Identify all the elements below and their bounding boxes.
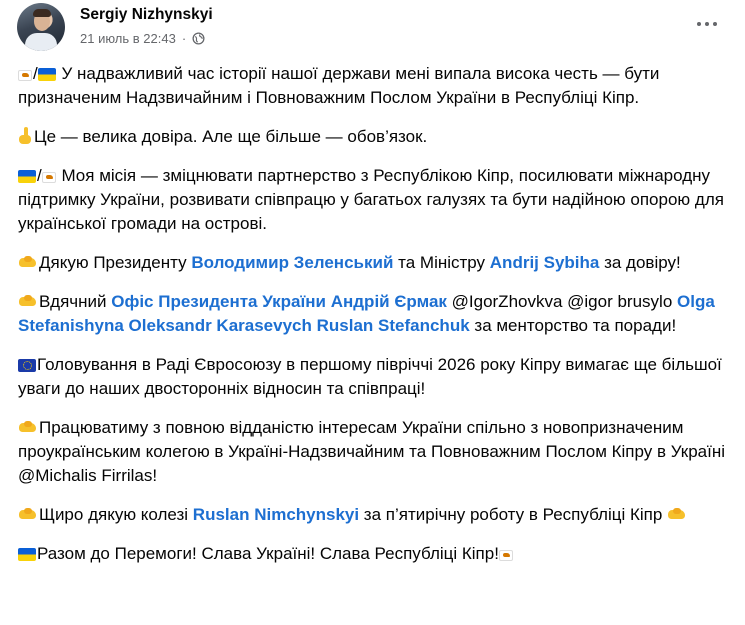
mention-link[interactable]: Olga Stefanishyna: [18, 292, 715, 335]
mention-link[interactable]: Володимир Зеленський: [191, 253, 394, 272]
post-text: [18, 62, 730, 566]
post-text-run: Дякую Президенту: [39, 253, 192, 272]
post-paragraph: [18, 353, 730, 401]
mention-link[interactable]: Andrij Sybiha: [489, 253, 600, 272]
post-text-run: Разом до Перемоги! Слава Україні! Слава Республіці Кіпр!: [37, 544, 499, 563]
mention-link[interactable]: Офіс Президента України: [111, 292, 326, 311]
post-paragraph: [18, 416, 730, 488]
post-text-run: Головування в Раді Євросоюзу в першому півріччі 2026 року Кіпру вимагає ще більшої уваги до наших двосторонніх відносин та співпраці!: [18, 355, 722, 398]
post-text-run: та Міністру: [393, 253, 490, 272]
post-text-run: за п’ятирічну роботу в Республіці Кіпр: [359, 505, 668, 524]
author-name[interactable]: Sergiy Nizhynskyi: [80, 6, 213, 23]
ukraine-flag-icon: [18, 548, 36, 561]
post-text-run: /: [37, 166, 42, 185]
handshake-icon: [18, 420, 38, 434]
cyprus-flag-icon: [42, 172, 56, 183]
post-meta: [80, 31, 205, 46]
ukraine-flag-icon: [18, 170, 36, 183]
post-paragraph: [18, 503, 730, 527]
post-paragraph: [18, 125, 730, 149]
post-text-run: Щиро дякую колезі: [39, 505, 193, 524]
post-paragraph: [18, 290, 730, 338]
ukraine-flag-icon: [38, 68, 56, 81]
handshake-icon: [18, 294, 38, 308]
handshake-icon: [667, 507, 687, 521]
eu-flag-icon: [18, 359, 36, 372]
mention-link[interactable]: Oleksandr Karasevych: [128, 316, 312, 335]
mention-link[interactable]: Андрій Єрмак: [330, 292, 447, 311]
post-paragraph: [18, 62, 730, 110]
post-timestamp[interactable]: 21 июль в 22:43: [80, 31, 176, 46]
more-options-icon[interactable]: [689, 12, 725, 36]
post-text-run: У надважливий час історії нашої держави мені випала висока честь — бути призначеним Надзвичайним і Повноважним Послом України в Республіці Кіпр.: [18, 64, 660, 107]
cyprus-flag-icon: [18, 70, 32, 81]
meta-separator: ·: [181, 31, 187, 46]
mention-link[interactable]: Ruslan Stefanchuk: [316, 316, 470, 335]
handshake-icon: [18, 255, 38, 269]
post-text-run: Моя місія — зміцнювати партнерство з Республікою Кіпр, посилювати міжнародну підтримку України, розвивати співпрацю у багатьох галузях та бути надійною опорою для української громади на острові.: [18, 166, 724, 233]
post-text-run: Це — велика довіра. Але ще більше — обов’язок.: [34, 127, 428, 146]
pointing-up-icon: [18, 127, 32, 145]
handshake-icon: [18, 507, 38, 521]
globe-icon[interactable]: [192, 32, 205, 45]
post-text-run: Працюватиму з повною відданістю інтересам України спільно з новопризначеним проукраїнським колегою в Україні-Надзвичайним та Повноважним Послом Кіпру в Україні @Michalis Firrilas!: [18, 418, 726, 485]
mention-link[interactable]: Ruslan Nimchynskyi: [192, 505, 360, 524]
post-text-run: за довіру!: [599, 253, 681, 272]
post-paragraph: [18, 164, 730, 236]
cyprus-flag-icon: [499, 550, 513, 561]
post-text-run: @IgorZhovkva @igor brusylo: [446, 292, 678, 311]
post-text-run: Вдячний: [39, 292, 112, 311]
avatar[interactable]: [17, 3, 65, 51]
post-paragraph: [18, 542, 730, 566]
post-text-run: за менторство та поради!: [469, 316, 677, 335]
post-text-run: /: [33, 64, 38, 83]
post-paragraph: [18, 251, 730, 275]
